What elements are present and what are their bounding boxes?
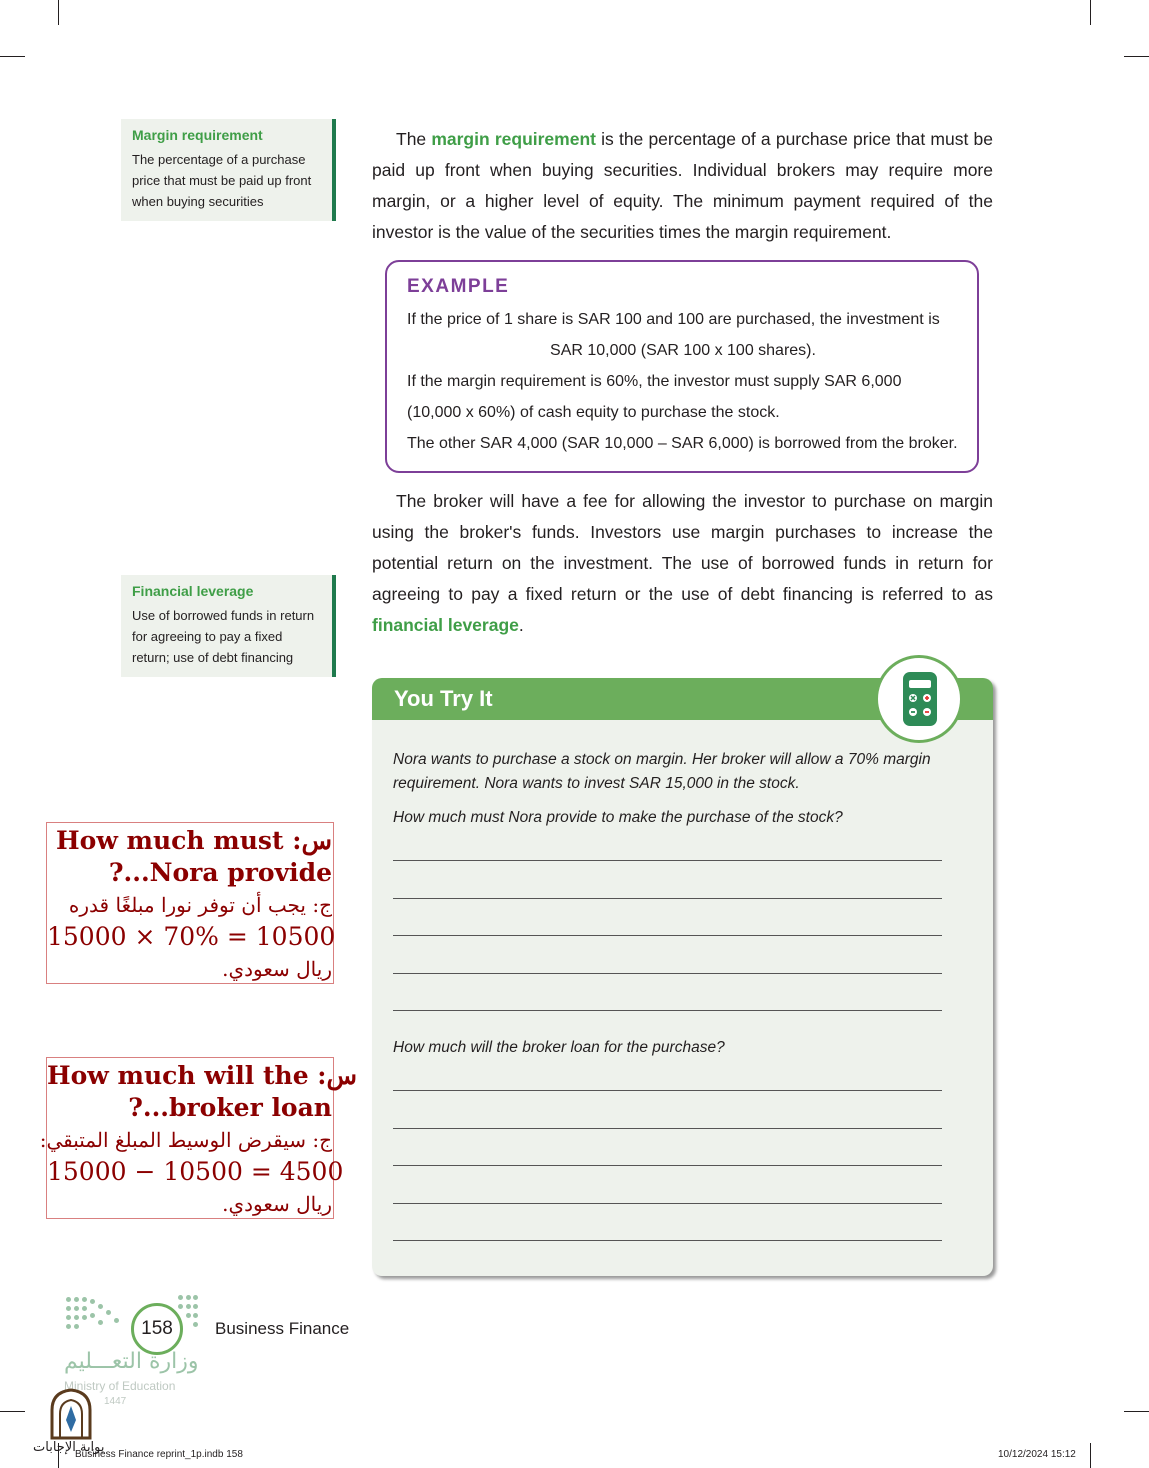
answer-line[interactable] [393,935,942,936]
problem-statement [393,748,931,796]
you-try-it-box [372,678,993,1276]
answer-line[interactable] [393,1128,942,1129]
answer-box-1 [46,822,334,984]
site-logo-icon [48,1388,94,1445]
para-text: is the percentage of a purchase price that must be paid up front when buying securities. Individual brokers may require more margin, or a higher level of equity. The minimum payment required of the investor is the value of the securities times the margin requirement. [372,129,993,242]
paragraph-margin-requirement [372,124,993,248]
example-line: If the margin requirement is 60%, the investor must supply SAR 6,000 [407,373,902,390]
answer-line[interactable] [393,973,942,974]
glossary-line: The percentage of a purchase [132,152,306,167]
glossary-financial-leverage [121,575,336,677]
answer-equation: 15000 × 70% = 10500 [47,922,336,951]
site-watermark-text: بوابة الإجابات [33,1440,105,1455]
question-2: How much will the broker loan for the purchase? [393,1039,725,1056]
problem-line: Nora wants to purchase a stock on margin. Her broker will allow a 70% margin [393,751,931,768]
footer-section-title: Business Finance [215,1319,350,1338]
answer-line[interactable] [393,1165,942,1166]
answer-question: How much must :س [56,826,332,855]
example-line: If the price of 1 share is SAR 100 and 100 are purchased, the investment is [407,311,940,328]
example-box [385,260,979,473]
example-title: EXAMPLE [407,276,510,297]
crop-mark [1090,0,1091,25]
you-try-it-title: You Try It [394,686,493,711]
crop-mark [0,1411,25,1412]
answer-question: ?...Nora provide [108,858,332,887]
glossary-line: when buying securities [132,194,264,209]
answer-equation: 15000 − 10500 = 4500 [47,1157,344,1186]
answer-text: ج: سيقرض الوسيط المبلغ المتبقي: [39,1128,332,1152]
crop-mark [0,56,25,57]
print-slug-file: Business Finance reprint_1p.indb 158 [75,1449,243,1460]
crop-mark [1090,1443,1091,1468]
keyword-financial-leverage: financial leverage [372,615,519,635]
answer-unit: ريال سعودي. [222,957,332,981]
answer-line[interactable] [393,898,942,899]
answer-unit: ريال سعودي. [222,1192,332,1216]
glossary-term: Margin requirement [132,127,263,143]
question-1: How much must Nora provide to make the purchase of the stock? [393,809,843,826]
keyword-margin-requirement: margin requirement [431,129,596,149]
glossary-line: price that must be paid up front [132,173,312,188]
calculator-icon [875,655,963,743]
glossary-line: return; use of debt financing [132,650,294,665]
answer-line[interactable] [393,860,942,861]
answer-text: ج: يجب أن توفر نورا مبلغًا قدره [68,893,332,917]
answer-question: How much will the :س [47,1061,358,1090]
crop-mark [1124,1411,1149,1412]
problem-line: requirement. Nora wants to invest SAR 15,000 in the stock. [393,775,800,792]
answer-line[interactable] [393,1090,942,1091]
answer-line[interactable] [393,1010,942,1011]
example-line: (10,000 x 60%) of cash equity to purchase the stock. [407,404,780,421]
glossary-term: Financial leverage [132,583,254,599]
answer-line[interactable] [393,1203,942,1204]
glossary-margin-requirement [121,119,336,221]
print-slug-date: 10/12/2024 15:12 [998,1449,1076,1460]
glossary-line: Use of borrowed funds in return [132,608,315,623]
paragraph-financial-leverage [372,486,993,641]
example-line: The other SAR 4,000 (SAR 10,000 – SAR 6,000) is borrowed from the broker. [407,435,958,452]
crop-mark [58,0,59,25]
answer-question: ?...broker loan [128,1093,332,1122]
page-number: 158 [131,1303,183,1355]
ministry-year: 1447 [104,1396,127,1407]
ministry-name-arabic: وزارة التعـــليم [64,1349,199,1374]
para-lead: The [396,129,427,149]
ministry-name-english: Ministry of Education [64,1379,176,1393]
answer-box-2 [39,1057,358,1219]
crop-mark [1124,56,1149,57]
para-text: The broker will have a fee for allowing the investor to purchase on margin using the broker's funds. Investors use margin purchases to increase the potential return on the investment. The use of borrowed funds in return for agreeing to pay a fixed return or the use of debt financing is referred to as [372,491,993,604]
glossary-definition [132,149,324,212]
answer-line[interactable] [393,1240,942,1241]
glossary-definition [132,605,324,668]
glossary-line: for agreeing to pay a fixed [132,629,283,644]
para-end: . [518,615,524,635]
example-line: SAR 10,000 (SAR 100 x 100 shares). [550,342,816,359]
